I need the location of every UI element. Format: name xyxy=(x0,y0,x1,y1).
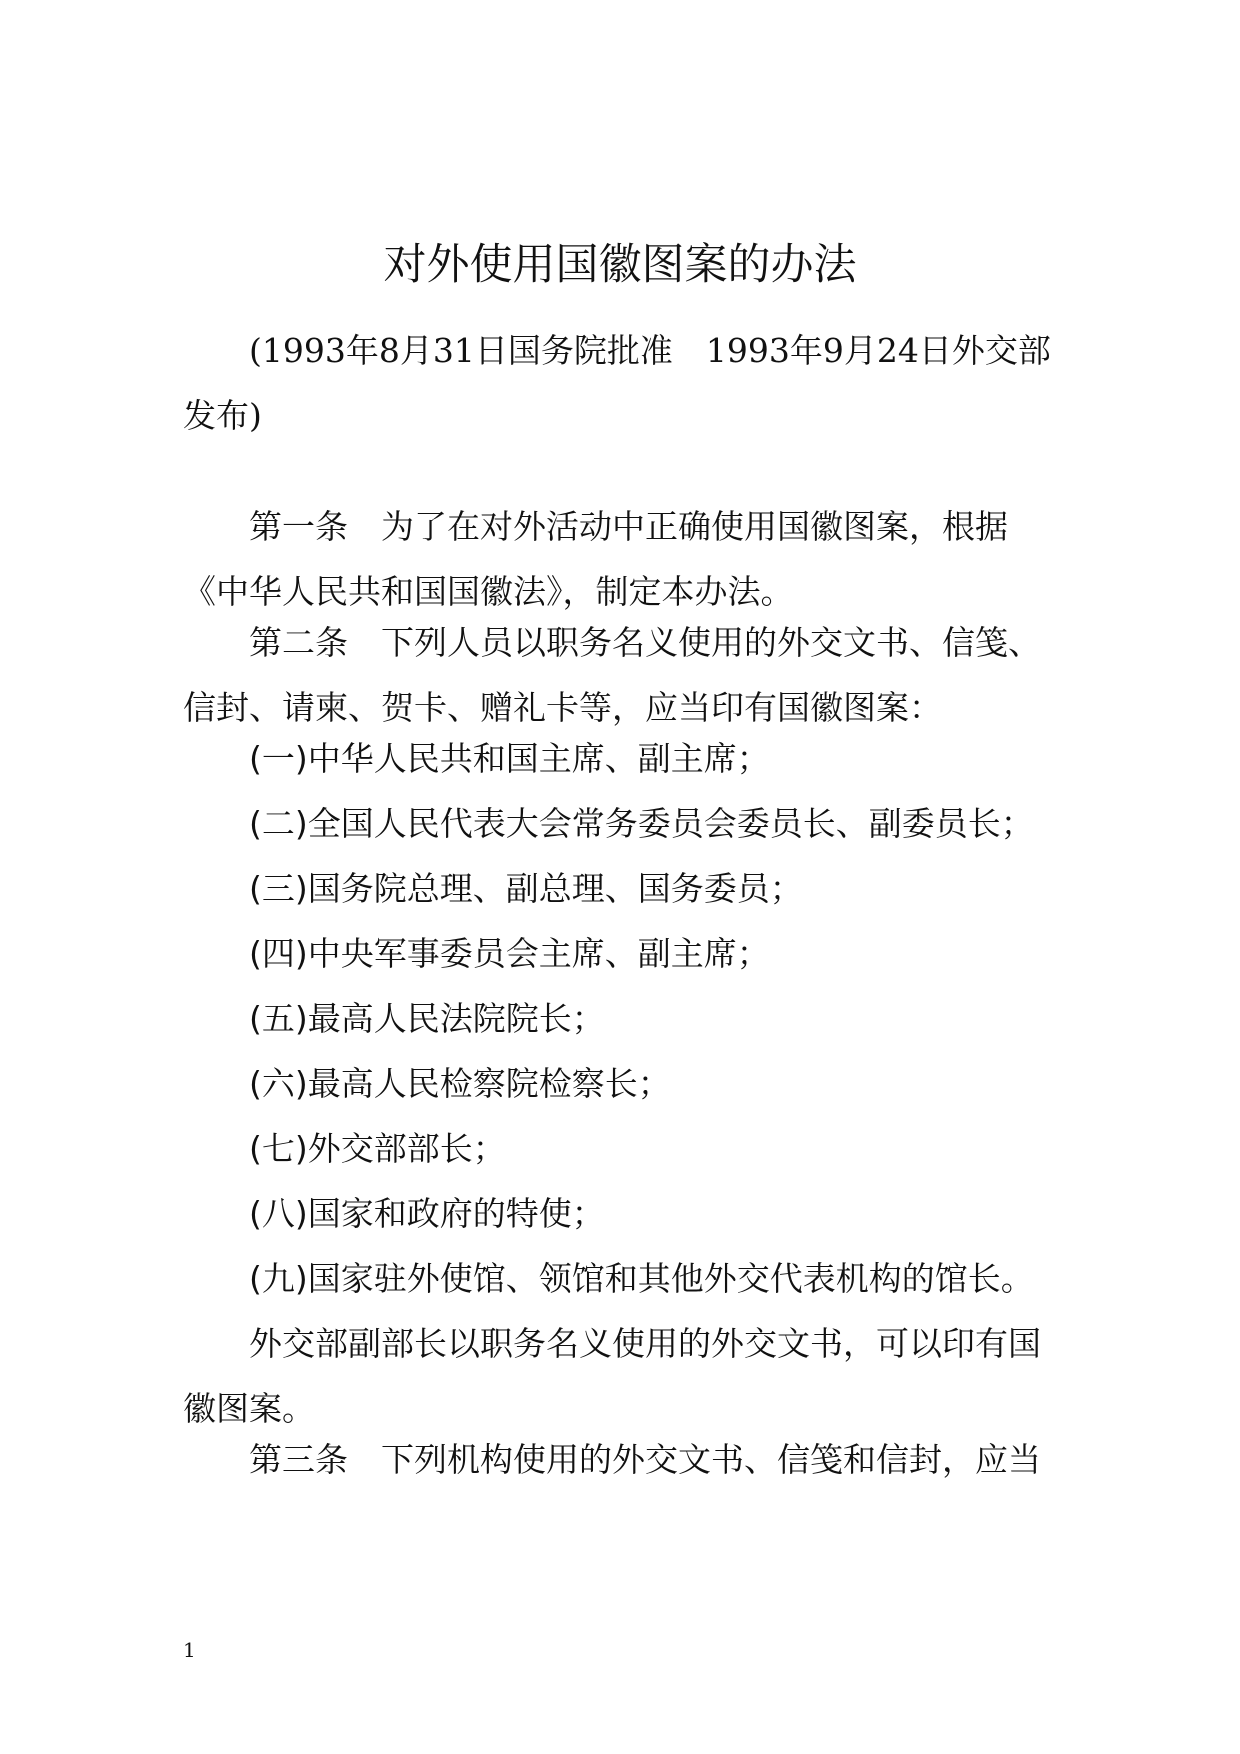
list-item: (七)外交部部长； xyxy=(249,1129,506,1168)
list-item: (五)最高人民法院院长； xyxy=(249,999,605,1038)
article-3-text: 下列机构使用的外交文书、信笺和信封，应当 xyxy=(381,1440,1041,1479)
article-2-list xyxy=(183,726,1083,1311)
article-3 xyxy=(183,1427,1063,1492)
article-1 xyxy=(183,494,1063,624)
article-2 xyxy=(183,610,1063,740)
list-item: (八)国家和政府的特使； xyxy=(249,1194,605,1233)
article-1-text: 为了在对外活动中正确使用国徽图案，根据《中华人民共和国国徽法》，制定本办法。 xyxy=(183,507,1008,611)
article-3-label: 第三条 xyxy=(249,1440,348,1479)
list-item: (二)全国人民代表大会常务委员会委员长、副委员长； xyxy=(249,804,1034,843)
approval-note: (1993年8月31日国务院批准 1993年9月24日外交部发布) xyxy=(183,331,1051,435)
list-item: (三)国务院总理、副总理、国务委员； xyxy=(249,869,803,908)
page-number: 1 xyxy=(183,1638,196,1662)
document-title: 对外使用国徽图案的办法 xyxy=(383,240,857,290)
article-2-label: 第二条 xyxy=(249,623,348,662)
article-2-note: 外交部副部长以职务名义使用的外交文书，可以印有国徽图案。 xyxy=(183,1324,1041,1428)
list-item: (九)国家驻外使馆、领馆和其他外交代表机构的馆长。 xyxy=(249,1259,1034,1298)
list-item: (一)中华人民共和国主席、副主席； xyxy=(249,739,770,778)
list-item: (六)最高人民检察院检察长； xyxy=(249,1064,671,1103)
article-2-text: 下列人员以职务名义使用的外交文书、信笺、信封、请柬、贺卡、赠礼卡等，应当印有国徽图案： xyxy=(183,623,1041,727)
article-1-label: 第一条 xyxy=(249,507,348,546)
list-item: (四)中央军事委员会主席、副主席； xyxy=(249,934,770,973)
